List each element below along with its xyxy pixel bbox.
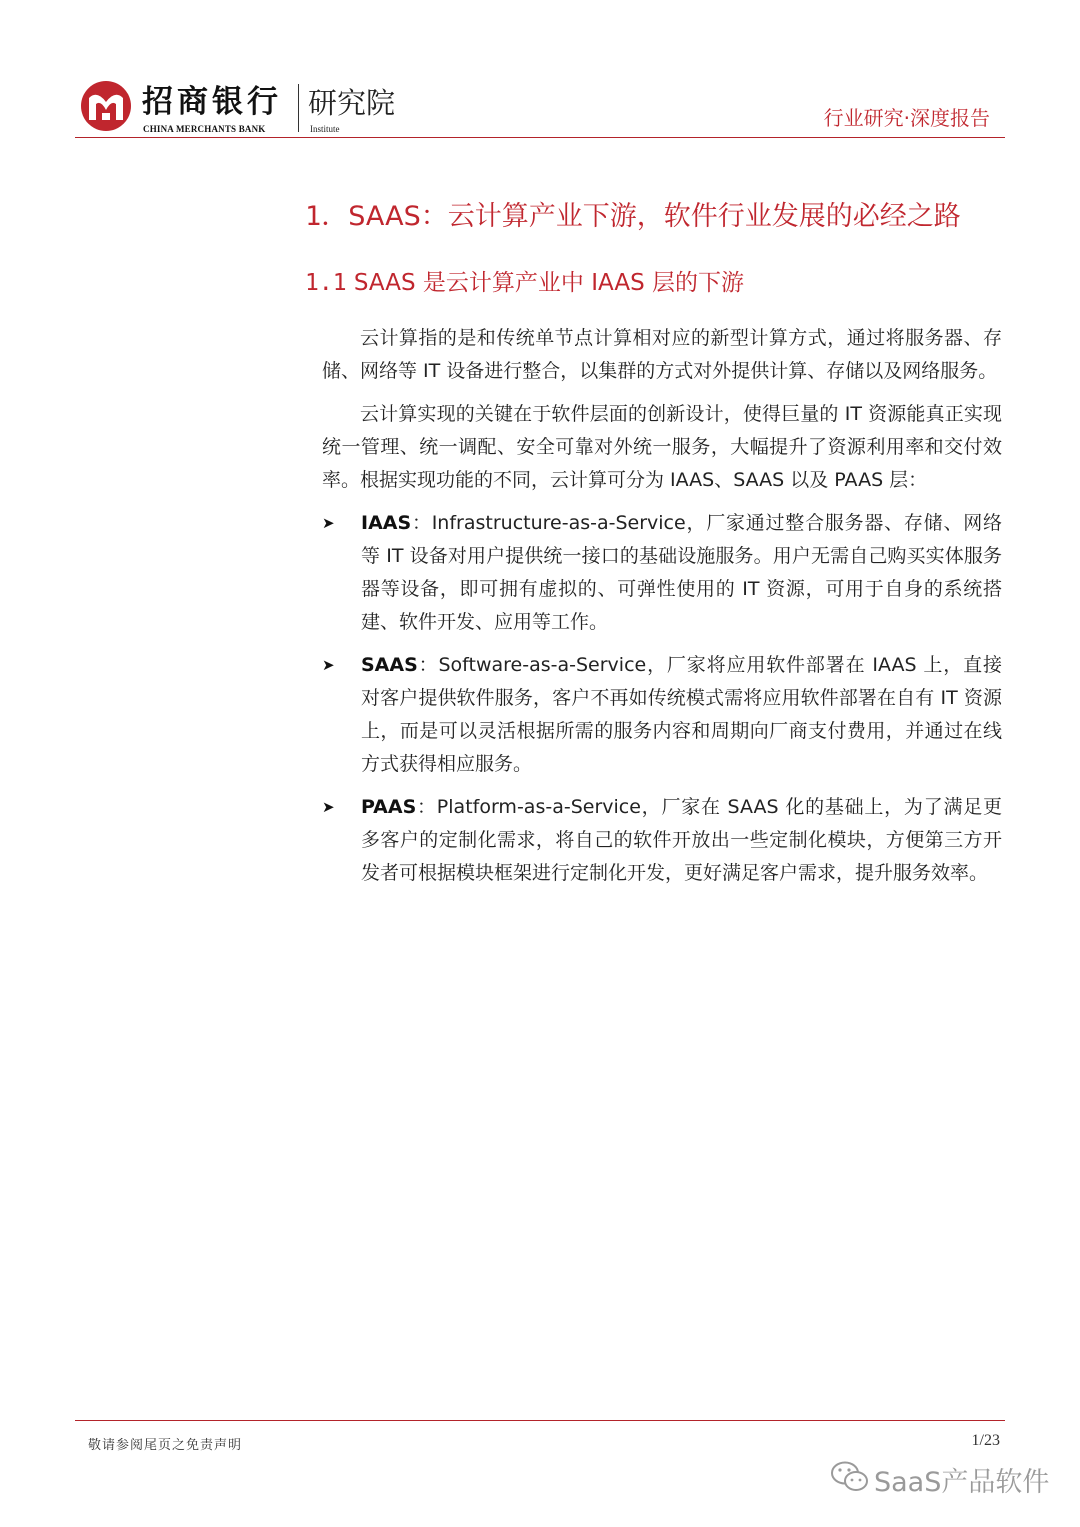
bullet-item-iaas: [322, 507, 1002, 639]
arrow-bullet-icon: ➤: [322, 798, 335, 816]
bullet-term: IAAS: [361, 512, 412, 534]
watermark-text: SaaS产品软件: [874, 1467, 1050, 1498]
paragraph-1: 云计算指的是和传统单节点计算相对应的新型计算方式，通过将服务器、存储、网络等 IT 设备进行整合，以集群的方式对外提供计算、存储以及网络服务。: [322, 327, 1002, 382]
page-number: 1/23: [971, 1432, 1000, 1449]
bullet-item-paas: [322, 791, 1002, 890]
section-number: 1．: [305, 201, 349, 232]
bullet-text: ：Software-as-a-Service，厂家将应用软件部署在 IAAS 上，直接对客户提供软件服务，客户不再如传统模式需将应用软件部署在自有 IT 资源上，而是可以灵活根据所需的服务内容和周期向厂商支付费用，并通过在线方式获得相应服务。: [361, 654, 1002, 775]
footer-rule: [75, 1420, 1005, 1421]
institute-name-cn: 研究院: [308, 86, 396, 120]
bullet-term: SAAS: [361, 654, 418, 676]
subsection-number: 1.1: [305, 270, 347, 296]
bullet-text: ：Infrastructure-as-a-Service，厂家通过整合服务器、存储、网络等 IT 设备对用户提供统一接口的基础设施服务。用户无需自己购买实体服务器等设备，即可拥有虚拟的、可弹性使用的 IT 资源，可用于自身的系统搭建、软件开发、应用等工作。: [361, 512, 1002, 633]
cmb-logo-icon: [80, 80, 132, 132]
arrow-bullet-icon: ➤: [322, 656, 335, 674]
subsection-heading: [305, 264, 744, 297]
header-rule: [75, 137, 1005, 138]
wechat-icon: [830, 1460, 870, 1494]
brand-name-en: CHINA MERCHANTS BANK: [143, 124, 266, 134]
section-title: SAAS：云计算产业下游，软件行业发展的必经之路: [348, 201, 961, 232]
section-heading: [305, 194, 961, 233]
paragraph-2: 云计算实现的关键在于软件层面的创新设计，使得巨量的 IT 资源能真正实现统一管理、统一调配、安全可靠对外统一服务，大幅提升了资源利用率和交付效率。根据实现功能的不同，云计算可分为 IAAS、SAAS 以及 PAAS 层：: [322, 403, 1002, 491]
header-divider: [298, 84, 299, 132]
body-content: [322, 322, 1002, 900]
bullet-term: PAAS: [361, 796, 417, 818]
disclaimer-text: 敬请参阅尾页之免责声明: [88, 1438, 243, 1453]
bullet-text: ：Platform-as-a-Service，厂家在 SAAS 化的基础上，为了满足更多客户的定制化需求，将自己的软件开放出一些定制化模块，方便第三方开发者可根据模块框架进行定制化开发，更好满足客户需求，提升服务效率。: [361, 796, 1002, 884]
bullet-item-saas: [322, 649, 1002, 781]
subsection-title: SAAS 是云计算产业中 IAAS 层的下游: [346, 270, 745, 296]
report-type-label: 行业研究·深度报告: [823, 106, 990, 130]
arrow-bullet-icon: ➤: [322, 514, 335, 532]
institute-name-en: Institute: [310, 124, 340, 134]
brand-name-cn: 招商银行: [142, 84, 282, 120]
